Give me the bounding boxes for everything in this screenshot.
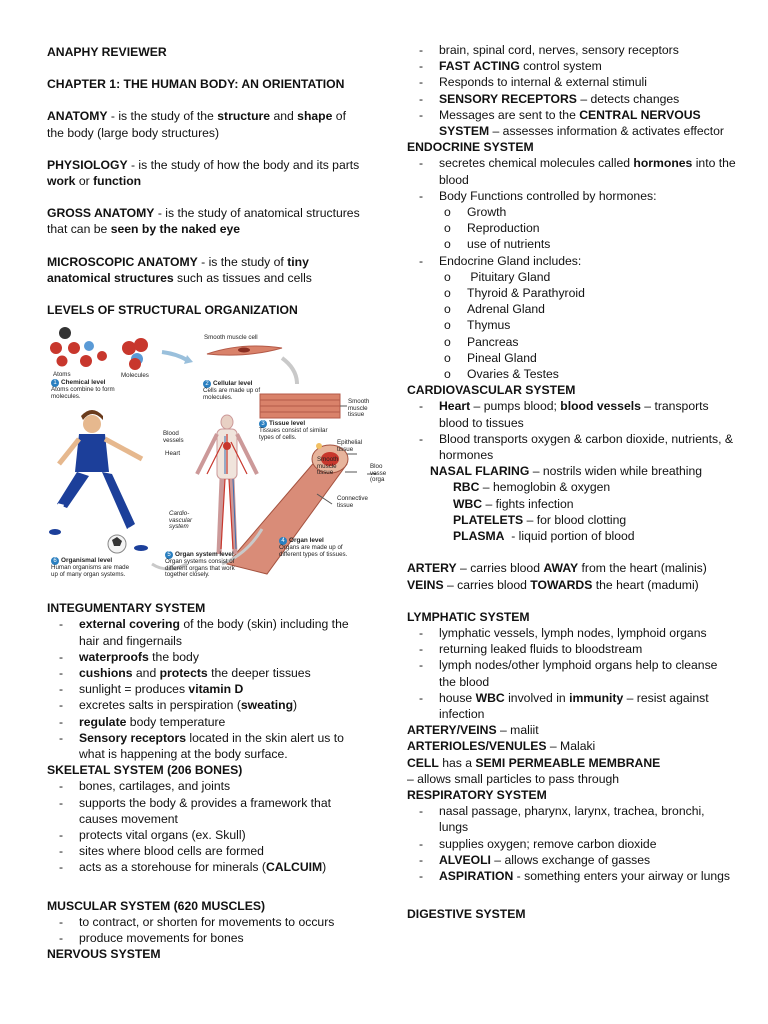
lymphatic-heading: LYMPHATIC SYSTEM [407,609,530,624]
list-item: o Adrenal Gland [407,301,737,317]
list-item: o Thymus [407,317,737,333]
list-item: - house WBC involved in immunity – resist against infection [407,690,737,722]
list-item: o Pineal Gland [407,350,737,366]
artery-veins-line: ARTERY/VEINS – maliit [407,723,539,738]
label-organ-level: 4 Organ level Organs are made up of different types of tissues. [279,537,348,558]
label-atoms: Atoms [53,371,71,379]
list-item: - cushions and protects the deeper tissues [47,665,365,681]
veins-line: VEINS – carries blood TOWARDS the heart (madumi) [407,577,699,592]
list-item: - supports the body & provides a framework that causes movement [47,795,365,827]
integumentary-heading: INTEGUMENTARY SYSTEM [47,601,206,616]
skeletal-list [47,778,365,875]
def-gross-anatomy: GROSS ANATOMY - is the study of anatomical structures that can be seen by the naked eye [47,206,360,237]
label-tissue-level: 3 Tissue level Tissues consist of similar types of cells. [259,420,328,441]
left-column [47,44,387,963]
label-cellular-level: 2 Cellular level Cells are made up of molecules. [203,380,261,401]
levels-figure [47,324,387,600]
list-item: - lymph nodes/other lymphoid organs help to cleanse the blood [407,657,737,689]
levels-heading: LEVELS OF STRUCTURAL ORGANIZATION [47,303,298,318]
list-item: - external covering of the body (skin) including the hair and fingernails [47,616,365,648]
cell-line: CELL has a SEMI PERMEABLE MEMBRANE [407,755,661,770]
label-molecules: Molecules [121,372,149,380]
label-blood-vessels: Blood vessels [163,430,184,444]
list-item: - acts as a storehouse for minerals (CALCUIM) [47,859,365,875]
label-organismal-level: 6 Organismal level Human organisms are made up of many organ systems. [51,557,130,578]
cardiovascular-list [407,398,737,544]
list-item: - Endocrine Gland includes: [407,253,737,269]
arterioles-line: ARTERIOLES/VENULES – Malaki [407,739,596,754]
skeletal-heading: SKELETAL SYSTEM (206 BONES) [47,763,243,778]
list-item: o Ovaries & Testes [407,366,737,382]
list-item: - Sensory receptors located in the skin alert us to what is happening at the body surface. [47,730,365,762]
list-item: - Blood transports oxygen & carbon dioxide, nutrients, & hormones [407,431,737,463]
list-item: - SENSORY RECEPTORS – detects changes [407,91,737,107]
digestive-heading: DIGESTIVE SYSTEM [407,907,526,922]
list-item: - Heart – pumps blood; blood vessels – transports blood to tissues [407,398,737,430]
list-item: o use of nutrients [407,236,737,252]
list-item: - Body Functions controlled by hormones: [407,188,737,204]
label-blood-vessel-organ: Bloo vesse (orga [370,463,387,484]
list-item: - Messages are sent to the CENTRAL NERVOUS SYSTEM – assesses information & activates effector [407,107,737,139]
label-organ-system-level: 5 Organ system level Organ systems consist of different organs that work together closely. [165,551,235,579]
label-smooth-muscle-tissue: Smooth muscle tissue [348,398,370,419]
list-item: - ALVEOLI – allows exchange of gasses [407,852,737,868]
list-item: - returning leaked fluids to bloodstream [407,641,737,657]
list-item: o Growth [407,204,737,220]
list-item: - FAST ACTING control system [407,58,737,74]
label-epithelial-tissue: Epithelial tissue [337,439,363,453]
list-item: - regulate body temperature [47,714,365,730]
list-item: - supplies oxygen; remove carbon dioxide [407,836,737,852]
label-chemical-level: 1 Chemical level Atoms combine to form molecules. [51,379,115,400]
def-microscopic-anatomy: MICROSCOPIC ANATOMY - is the study of tiny anatomical structures such as tissues and cells [47,254,312,285]
list-item: - Responds to internal & external stimuli [407,74,737,90]
list-item: - bones, cartilages, and joints [47,778,365,794]
endocrine-list [407,155,737,382]
list-item: RBC – hemoglobin & oxygen [453,480,611,495]
chemical-level-number: 1 [51,379,59,387]
list-item: o Pancreas [407,334,737,350]
list-item: - produce movements for bones [47,930,365,946]
label-heart: Heart [165,450,181,458]
nervous-list [407,42,737,139]
doc-title: ANAPHY REVIEWER [47,45,167,59]
list-item: - lymphatic vessels, lymph nodes, lymphoid organs [407,625,737,641]
respiratory-heading: RESPIRATORY SYSTEM [407,787,547,802]
muscular-heading: MUSCULAR SYSTEM (620 MUSCLES) [47,898,266,913]
list-item: PLASMA - liquid portion of blood [453,529,635,544]
lymphatic-list [407,625,737,722]
label-smooth-muscle-tissue-organ: Smooth muscle tissue [317,456,339,477]
chapter-title: CHAPTER 1: THE HUMAN BODY: AN ORIENTATION [47,77,345,92]
list-item: - sites where blood cells are formed [47,843,365,859]
endocrine-heading: ENDOCRINE SYSTEM [407,140,534,155]
list-item: - secretes chemical molecules called hormones into the blood [407,155,737,187]
organ-system-level-number: 5 [165,551,173,559]
artery-line: ARTERY – carries blood AWAY from the heart (malinis) [407,561,707,576]
def-physiology: PHYSIOLOGY - is the study of how the body and its parts work or function [47,157,360,189]
cellular-level-number: 2 [203,380,211,388]
label-cardiovascular-system: Cardio-vascular system [169,510,193,531]
list-item: - protects vital organs (ex. Skull) [47,827,365,843]
list-item: - sunlight = produces vitamin D [47,681,365,697]
organ-level-number: 4 [279,537,287,545]
muscular-list [47,914,365,946]
list-item: WBC – fights infection [453,496,574,511]
organismal-level-number: 6 [51,557,59,565]
cardiovascular-heading: CARDIOVASCULAR SYSTEM [407,383,576,398]
nervous-heading: NERVOUS SYSTEM [47,947,161,962]
list-item: - waterproofs the body [47,649,365,665]
list-item: - excretes salts in perspiration (sweating) [47,697,365,713]
respiratory-list [407,803,737,884]
list-item: NASAL FLARING – nostrils widen while breathing [430,464,703,479]
list-item: - to contract, or shorten for movements to occurs [47,914,365,930]
list-item: - brain, spinal cord, nerves, sensory receptors [407,42,737,58]
cell-line-2: – allows small particles to pass through [407,771,620,786]
label-smooth-muscle-cell: Smooth muscle cell [204,334,258,342]
list-item: - ASPIRATION - something enters your airway or lungs [407,868,737,884]
def-anatomy: ANATOMY - is the study of the structure and shape of the body (large body structures) [47,109,346,140]
integumentary-list [47,616,365,762]
tissue-level-number: 3 [259,420,267,428]
list-item: - nasal passage, pharynx, larynx, trachea, bronchi, lungs [407,803,737,835]
label-connective-tissue: Connective tissue [337,495,368,509]
list-item: PLATELETS – for blood clotting [453,512,627,527]
list-item: o Pituitary Gland [407,269,737,285]
list-item: o Reproduction [407,220,737,236]
list-item: o Thyroid & Parathyroid [407,285,737,301]
right-column [407,42,737,922]
